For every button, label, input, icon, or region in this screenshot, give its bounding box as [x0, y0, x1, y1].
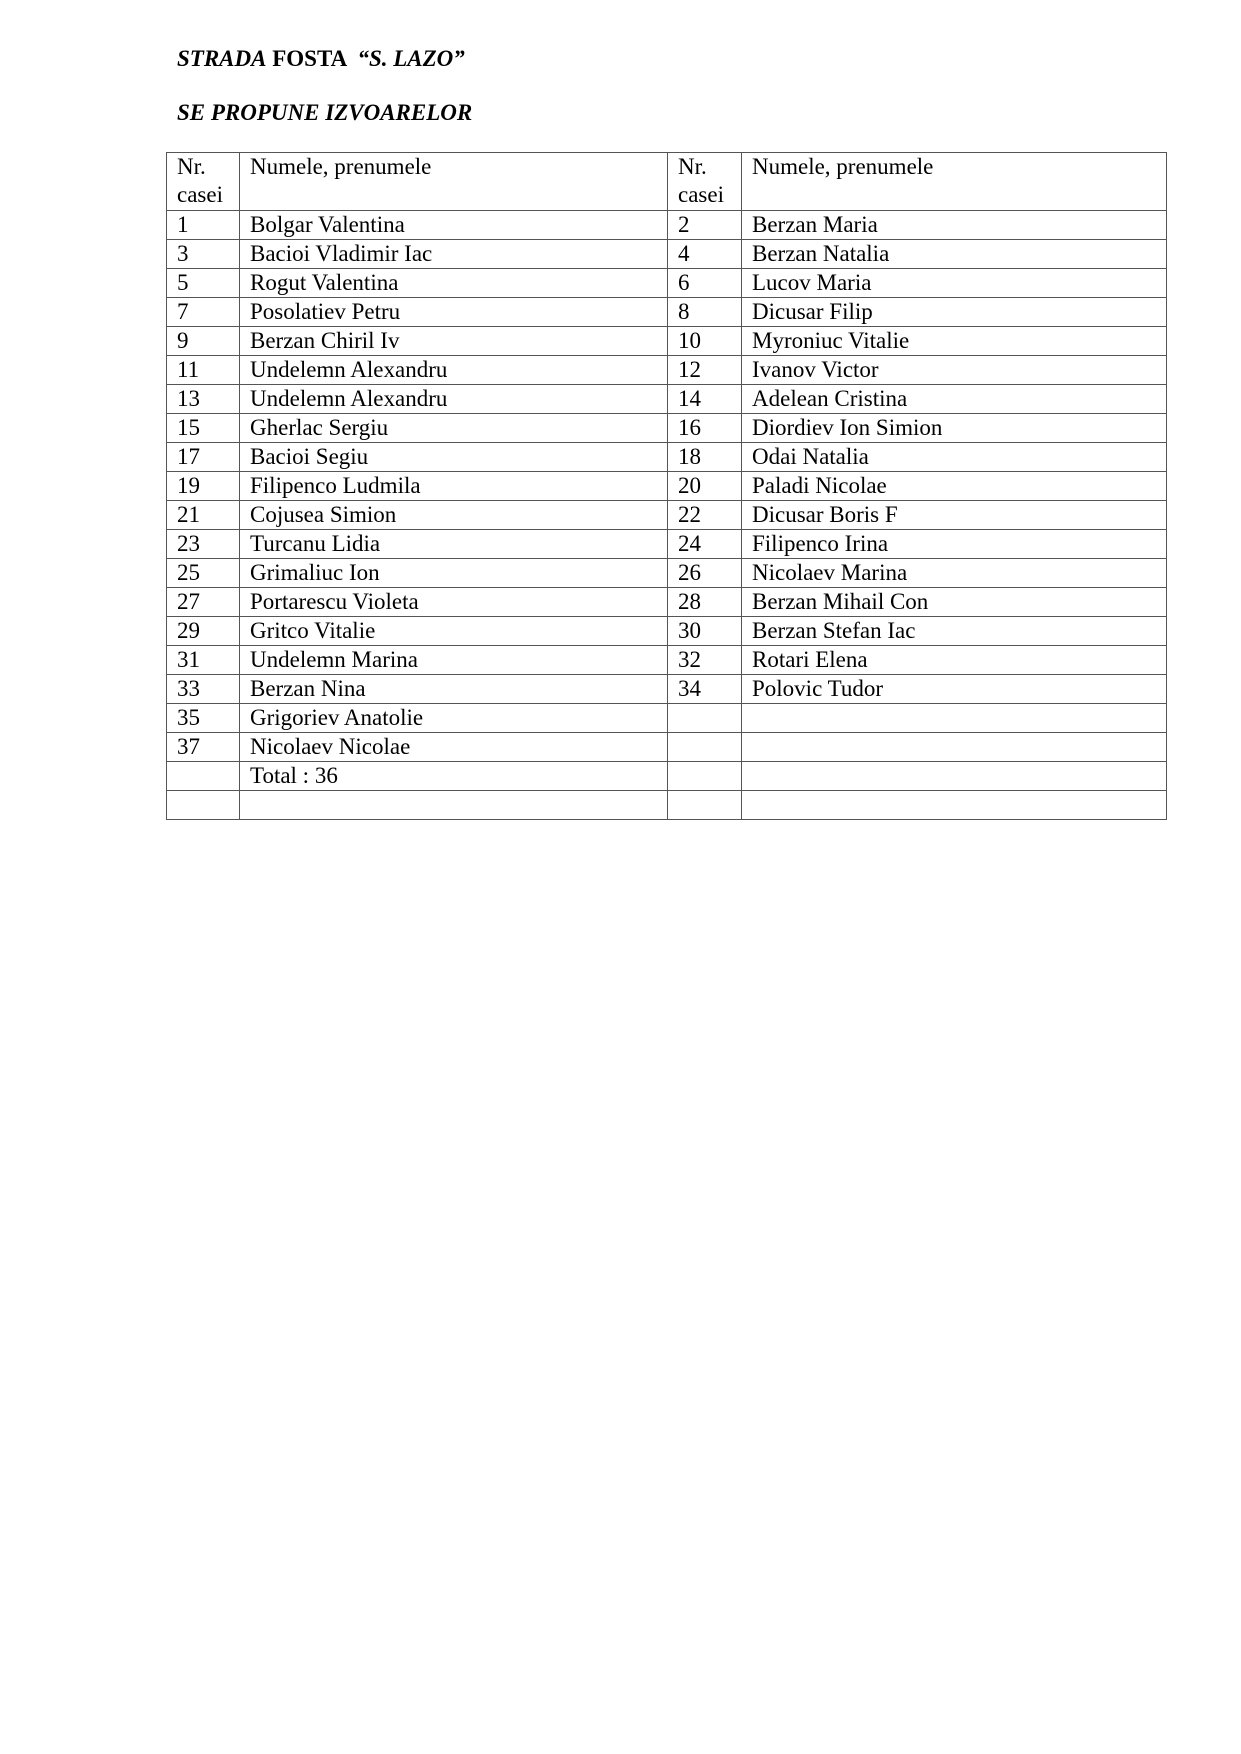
- table-row: [167, 211, 1167, 240]
- house-number-right: 18: [668, 443, 742, 472]
- resident-name-left: Berzan Nina: [240, 675, 668, 704]
- house-number-left: 3: [167, 240, 240, 269]
- resident-name-right: [742, 733, 1167, 762]
- resident-name-right: Lucov Maria: [742, 269, 1167, 298]
- resident-name-right: [742, 791, 1167, 820]
- resident-name-left: Undelemn Marina: [240, 646, 668, 675]
- resident-name-left: Bacioi Segiu: [240, 443, 668, 472]
- resident-name-right: [742, 704, 1167, 733]
- table-row: [167, 762, 1167, 791]
- title-strada: STRADA: [177, 46, 267, 71]
- resident-name-right: [742, 762, 1167, 791]
- house-number-right: 16: [668, 414, 742, 443]
- residents-table-body: [167, 153, 1167, 820]
- resident-name-left: Total : 36: [240, 762, 668, 791]
- house-number-right: 4: [668, 240, 742, 269]
- house-number-right: 28: [668, 588, 742, 617]
- resident-name-right: Berzan Stefan Iac: [742, 617, 1167, 646]
- house-number-left: 9: [167, 327, 240, 356]
- house-number-left: 31: [167, 646, 240, 675]
- house-number-right: [668, 704, 742, 733]
- resident-name-left: Berzan Chiril Iv: [240, 327, 668, 356]
- page-subtitle: SE PROPUNE IZVOARELOR: [177, 100, 473, 125]
- house-number-left: 37: [167, 733, 240, 762]
- house-number-left: 7: [167, 298, 240, 327]
- header-house-number-left: [167, 153, 240, 211]
- table-row: [167, 675, 1167, 704]
- title-fosta: FOSTA: [266, 46, 358, 71]
- house-number-right: 26: [668, 559, 742, 588]
- table-row: [167, 530, 1167, 559]
- resident-name-right: Odai Natalia: [742, 443, 1167, 472]
- house-number-left: 13: [167, 385, 240, 414]
- resident-name-left: Cojusea Simion: [240, 501, 668, 530]
- house-number-left: 25: [167, 559, 240, 588]
- resident-name-left: Portarescu Violeta: [240, 588, 668, 617]
- resident-name-left: Filipenco Ludmila: [240, 472, 668, 501]
- header-casei-label: casei: [678, 182, 724, 207]
- house-number-left: 35: [167, 704, 240, 733]
- table-row: [167, 240, 1167, 269]
- house-number-left: 15: [167, 414, 240, 443]
- title-street-name: “S. LAZO”: [357, 46, 465, 71]
- house-number-right: 12: [668, 356, 742, 385]
- house-number-right: [668, 762, 742, 791]
- house-number-left: 19: [167, 472, 240, 501]
- resident-name-right: Dicusar Boris F: [742, 501, 1167, 530]
- table-row: [167, 588, 1167, 617]
- house-number-left: 11: [167, 356, 240, 385]
- table-row: [167, 617, 1167, 646]
- house-number-right: [668, 791, 742, 820]
- header-casei-label: casei: [177, 182, 223, 207]
- house-number-left: 27: [167, 588, 240, 617]
- resident-name-right: Diordiev Ion Simion: [742, 414, 1167, 443]
- resident-name-right: Berzan Natalia: [742, 240, 1167, 269]
- resident-name-left: Grigoriev Anatolie: [240, 704, 668, 733]
- table-row: [167, 269, 1167, 298]
- header-name-right: Numele, prenumele: [742, 153, 1167, 211]
- page-title: [177, 46, 465, 72]
- resident-name-left: Undelemn Alexandru: [240, 385, 668, 414]
- header-nr-label: Nr.: [678, 154, 707, 179]
- resident-name-right: Paladi Nicolae: [742, 472, 1167, 501]
- table-row: [167, 704, 1167, 733]
- table-row: [167, 472, 1167, 501]
- house-number-left: 17: [167, 443, 240, 472]
- house-number-right: 22: [668, 501, 742, 530]
- header-house-number-right: [668, 153, 742, 211]
- resident-name-left: Bacioi Vladimir Iac: [240, 240, 668, 269]
- house-number-right: 34: [668, 675, 742, 704]
- table-row: [167, 414, 1167, 443]
- resident-name-right: Dicusar Filip: [742, 298, 1167, 327]
- resident-name-left: Rogut Valentina: [240, 269, 668, 298]
- resident-name-right: Adelean Cristina: [742, 385, 1167, 414]
- resident-name-left: Nicolaev Nicolae: [240, 733, 668, 762]
- resident-name-right: Berzan Mihail Con: [742, 588, 1167, 617]
- house-number-left: 33: [167, 675, 240, 704]
- resident-name-right: Ivanov Victor: [742, 356, 1167, 385]
- house-number-left: 21: [167, 501, 240, 530]
- table-row: [167, 646, 1167, 675]
- resident-name-left: Gherlac Sergiu: [240, 414, 668, 443]
- header-nr-label: Nr.: [177, 154, 206, 179]
- house-number-left: 5: [167, 269, 240, 298]
- house-number-right: 8: [668, 298, 742, 327]
- resident-name-left: Turcanu Lidia: [240, 530, 668, 559]
- house-number-right: 6: [668, 269, 742, 298]
- table-row: [167, 501, 1167, 530]
- table-row: [167, 327, 1167, 356]
- header-name-left: Numele, prenumele: [240, 153, 668, 211]
- house-number-right: 2: [668, 211, 742, 240]
- house-number-right: 30: [668, 617, 742, 646]
- table-row: [167, 385, 1167, 414]
- house-number-left: 23: [167, 530, 240, 559]
- house-number-left: 29: [167, 617, 240, 646]
- residents-table: [166, 152, 1167, 820]
- resident-name-left: [240, 791, 668, 820]
- resident-name-right: Filipenco Irina: [742, 530, 1167, 559]
- resident-name-right: Rotari Elena: [742, 646, 1167, 675]
- resident-name-left: Gritco Vitalie: [240, 617, 668, 646]
- resident-name-left: Grimaliuc Ion: [240, 559, 668, 588]
- resident-name-right: Nicolaev Marina: [742, 559, 1167, 588]
- house-number-right: 24: [668, 530, 742, 559]
- table-header-row: [167, 153, 1167, 211]
- resident-name-left: Bolgar Valentina: [240, 211, 668, 240]
- table-row: [167, 443, 1167, 472]
- house-number-left: [167, 762, 240, 791]
- house-number-left: [167, 791, 240, 820]
- table-row: [167, 733, 1167, 762]
- house-number-right: 32: [668, 646, 742, 675]
- resident-name-left: Undelemn Alexandru: [240, 356, 668, 385]
- resident-name-right: Myroniuc Vitalie: [742, 327, 1167, 356]
- resident-name-left: Posolatiev Petru: [240, 298, 668, 327]
- house-number-right: 10: [668, 327, 742, 356]
- resident-name-right: Berzan Maria: [742, 211, 1167, 240]
- table-row: [167, 559, 1167, 588]
- house-number-right: [668, 733, 742, 762]
- table-row: [167, 791, 1167, 820]
- table-row: [167, 356, 1167, 385]
- table-row: [167, 298, 1167, 327]
- resident-name-right: Polovic Tudor: [742, 675, 1167, 704]
- house-number-left: 1: [167, 211, 240, 240]
- house-number-right: 14: [668, 385, 742, 414]
- house-number-right: 20: [668, 472, 742, 501]
